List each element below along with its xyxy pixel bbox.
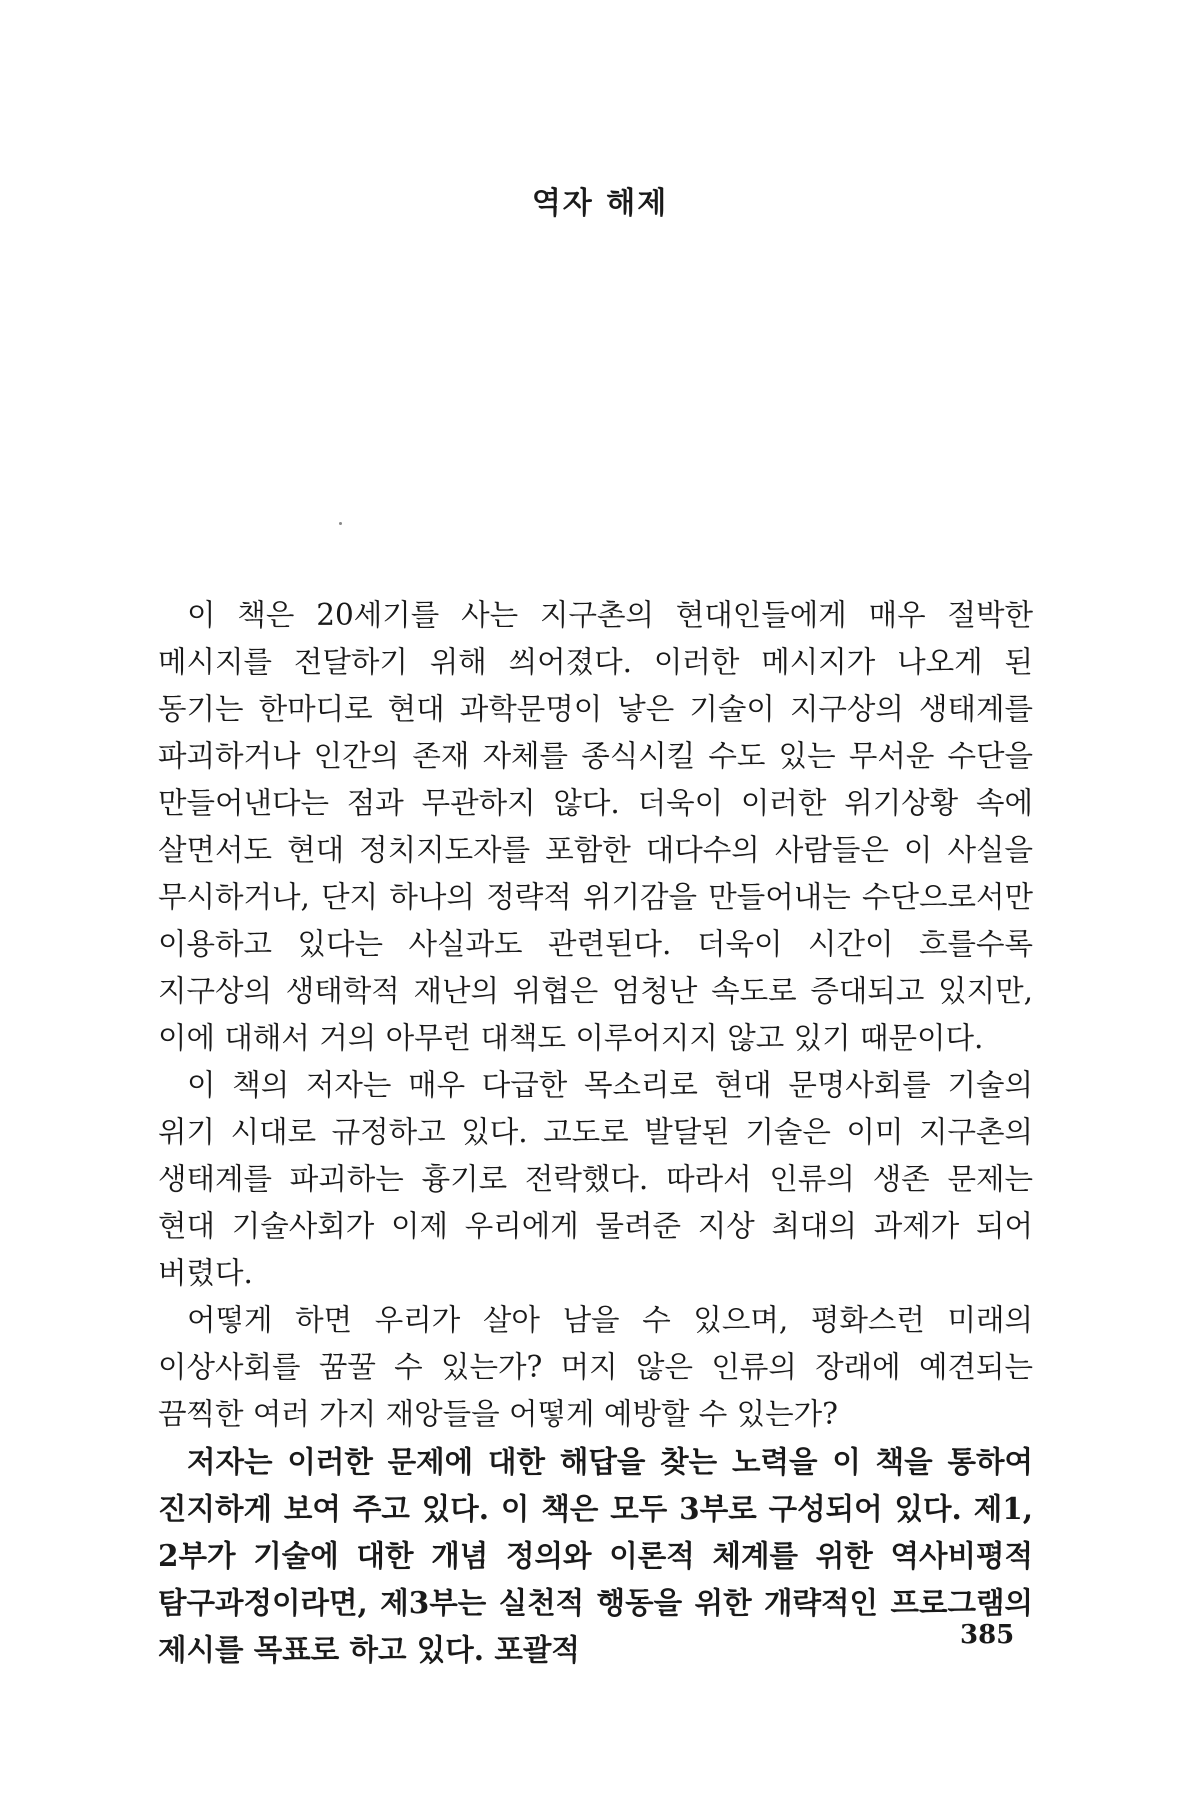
- paragraph-2: 이 책의 저자는 매우 다급한 목소리로 현대 문명사회를 기술의 위기 시대로 규정하고 있다. 고도로 발달된 기술은 이미 지구촌의 생태계를 파괴하는 흉기로 전락했다. 따라서 인류의 생존 문제는 현대 기술사회가 이제 우리에게 물려준 지상 최대의 과제가 되어 버렸다.: [158, 1068, 1033, 1290]
- paragraph-3: 어떻게 하면 우리가 살아 남을 수 있으며, 평화스런 미래의 이상사회를 꿈꿀 수 있는가? 머지 않은 인류의 장래에 예견되는 끔찍한 여러 가지 재앙들을 어떻게 예방할 수 있는가?: [158, 1303, 1033, 1431]
- paragraph-1: 이 책은 20세기를 사는 지구촌의 현대인들에게 매우 절박한 메시지를 전달하기 위해 씌어졌다. 이러한 메시지가 나오게 된 동기는 한마디로 현대 과학문명이 낳은 기술이 지구상의 생태계를 파괴하거나 인간의 존재 자체를 종식시킬 수도 있는 무서운 수단을 만들어낸다는 점과 무관하지 않다. 더욱이 이러한 위기상황 속에 살면서도 현대 정치지도자를 포함한 대다수의 사람들은 이 사실을 무시하거나, 단지 하나의 정략적 위기감을 만들어내는 수단으로서만 이용하고 있다는 사실과도 관련된다. 더욱이 시간이 흐를수록 지구상의 생태학적 재난의 위협은 엄청난 속도로 증대되고 있지만, 이에 대해서 거의 아무런 대책도 이루어지지 않고 있기 때문이다.: [158, 598, 1033, 1055]
- body-text: [158, 592, 1033, 1673]
- print-speck: [339, 522, 342, 525]
- chapter-title: 역자 해제: [531, 186, 669, 221]
- paragraph-4: 저자는 이러한 문제에 대한 해답을 찾는 노력을 이 책을 통하여 진지하게 보여 주고 있다. 이 책은 모두 3부로 구성되어 있다. 제1, 2부가 기술에 대한 개념 정의와 이론적 체계를 위한 역사비평적 탐구과정이라면, 제3부는 실천적 행동을 위한 개략적인 프로그램의 제시를 목표로 하고 있다. 포괄적: [158, 1444, 1033, 1667]
- page-number: 385: [960, 1620, 1015, 1650]
